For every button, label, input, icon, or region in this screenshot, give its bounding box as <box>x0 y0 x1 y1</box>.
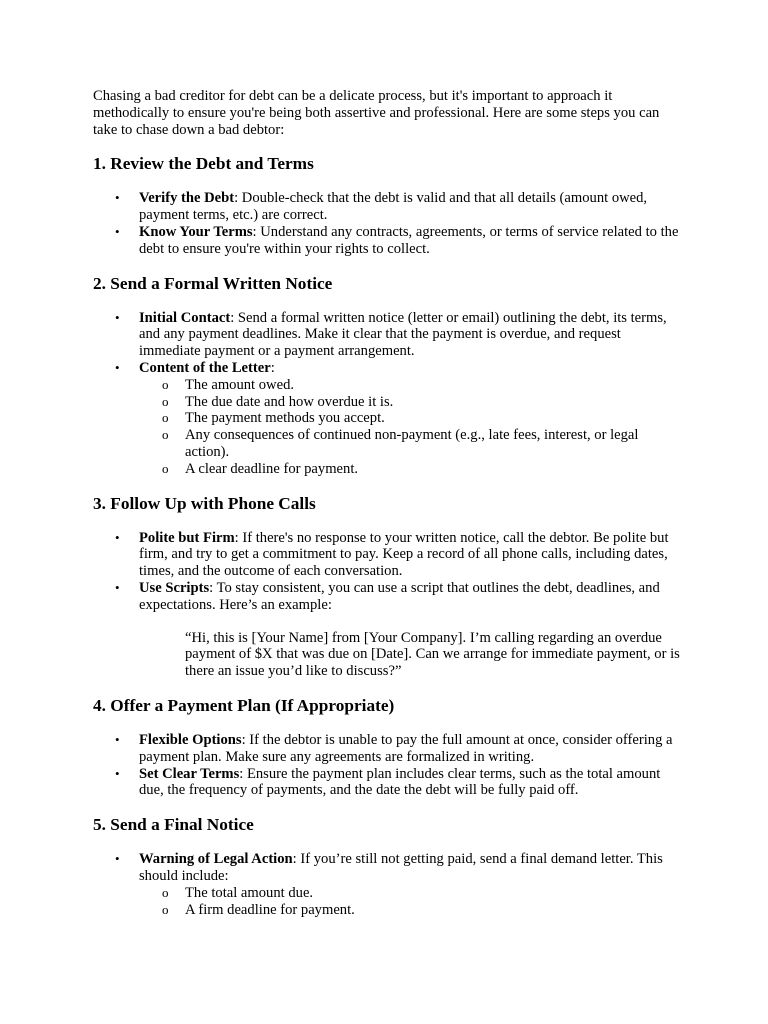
bullet-icon: • <box>115 529 120 545</box>
item-lead: Use Scripts <box>139 579 210 596</box>
item-text: : If you’re still not getting paid, send a final demand letter. This should include: <box>139 851 663 884</box>
section-heading: 4. Offer a Payment Plan (If Appropriate) <box>93 695 395 715</box>
bullet-icon: • <box>115 309 120 325</box>
bullet-list <box>93 190 683 257</box>
list-item <box>93 530 683 580</box>
sub-list-item <box>139 410 683 427</box>
sub-list <box>93 377 683 478</box>
item-lead: Warning of Legal Action <box>139 851 293 868</box>
item-text: : Ensure the payment plan includes clear terms, such as the total amount due, the frequency of payments, and the date the debt will be fully paid off. <box>139 765 661 799</box>
sub-item-text: The due date and how overdue it is. <box>185 393 394 410</box>
list-item <box>93 766 683 800</box>
intro-paragraph: Chasing a bad creditor for debt can be a delicate process, but it's important to approach it methodically to ensure you're being both assertive and professional. Here are some steps you can take to chase down a bad debtor: <box>93 88 660 138</box>
bullet-icon: • <box>115 190 120 206</box>
item-text: : If there's no response to your written notice, call the debtor. Be polite but firm, and try to get a commitment to pay. Keep a record of all phone calls, including dates, times, and the outcome of each conversation. <box>139 529 669 580</box>
sub-item-text: The payment methods you accept. <box>185 410 385 427</box>
sub-list-item <box>139 885 683 902</box>
circle-bullet-icon: o <box>162 427 169 443</box>
bullet-icon: • <box>115 223 120 239</box>
item-text: : Double-check that the debt is valid and that all details (amount owed, payment terms, etc.) are correct. <box>139 190 648 224</box>
section-heading: 2. Send a Formal Written Notice <box>93 273 333 293</box>
sub-list-item <box>139 394 683 411</box>
circle-bullet-icon: o <box>162 376 169 392</box>
bullet-list <box>93 851 683 918</box>
list-item <box>93 224 683 258</box>
circle-bullet-icon: o <box>162 884 169 900</box>
item-lead: Set Clear Terms <box>139 765 240 782</box>
bullet-icon: • <box>115 359 120 375</box>
document-page <box>93 88 683 934</box>
section-phone-calls <box>93 494 683 680</box>
section-review-debt <box>93 154 683 257</box>
sub-item-text: The total amount due. <box>185 884 314 901</box>
item-text: : To stay consistent, you can use a script that outlines the debt, deadlines, and expectations. Here’s an example: <box>139 579 660 613</box>
bullet-icon: • <box>115 731 120 747</box>
sub-list <box>93 885 683 919</box>
item-text: : Understand any contracts, agreements, or terms of service related to the debt to ensure you're within your rights to collect. <box>139 223 679 257</box>
bullet-icon: • <box>115 765 120 781</box>
circle-bullet-icon: o <box>162 460 169 476</box>
circle-bullet-icon: o <box>162 901 169 917</box>
bullet-icon: • <box>115 579 120 595</box>
sub-list-item <box>139 427 683 461</box>
sub-list-item <box>139 902 683 919</box>
list-item <box>93 732 683 766</box>
item-lead: Flexible Options <box>139 731 242 748</box>
list-item <box>93 851 683 918</box>
list-item <box>93 580 683 614</box>
item-lead: Verify the Debt <box>139 190 235 207</box>
item-text: : Send a formal written notice (letter or email) outlining the debt, its terms, and any payment deadlines. Make it clear that the payment is overdue, and request immediate payment or a payment arrangement. <box>139 309 667 360</box>
example-script-quote: “Hi, this is [Your Name] from [Your Company]. I’m calling regarding an overdue payment of $X that was due on [Date]. Can we arrange for immediate payment, or is there an issue you’d like to discuss?” <box>185 629 680 680</box>
item-lead: Know Your Terms <box>139 223 253 240</box>
sub-list-item <box>139 461 683 478</box>
list-item <box>93 190 683 224</box>
bullet-list <box>93 310 683 478</box>
section-heading: 3. Follow Up with Phone Calls <box>93 493 316 513</box>
circle-bullet-icon: o <box>162 410 169 426</box>
bullet-list <box>93 530 683 614</box>
list-item <box>93 310 683 360</box>
bullet-list <box>93 732 683 799</box>
section-written-notice <box>93 274 683 478</box>
sub-item-text: A firm deadline for payment. <box>185 901 355 918</box>
item-lead: Polite but Firm <box>139 529 235 546</box>
item-text: : <box>270 359 275 376</box>
sub-item-text: The amount owed. <box>185 376 295 393</box>
item-text: : If the debtor is unable to pay the full amount at once, consider offering a payment plan. Make sure any agreements are formalized in writing. <box>139 731 673 765</box>
section-heading: 1. Review the Debt and Terms <box>93 154 314 174</box>
section-heading: 5. Send a Final Notice <box>93 815 254 835</box>
item-lead: Initial Contact <box>139 309 231 326</box>
sub-item-text: Any consequences of continued non-payment (e.g., late fees, interest, or legal action). <box>185 427 639 460</box>
circle-bullet-icon: o <box>162 393 169 409</box>
bullet-icon: • <box>115 851 120 867</box>
sub-item-text: A clear deadline for payment. <box>185 460 359 477</box>
list-item <box>93 360 683 478</box>
item-lead: Content of the Letter <box>139 359 271 376</box>
section-payment-plan <box>93 696 683 799</box>
section-final-notice <box>93 815 683 918</box>
sub-list-item <box>139 377 683 394</box>
